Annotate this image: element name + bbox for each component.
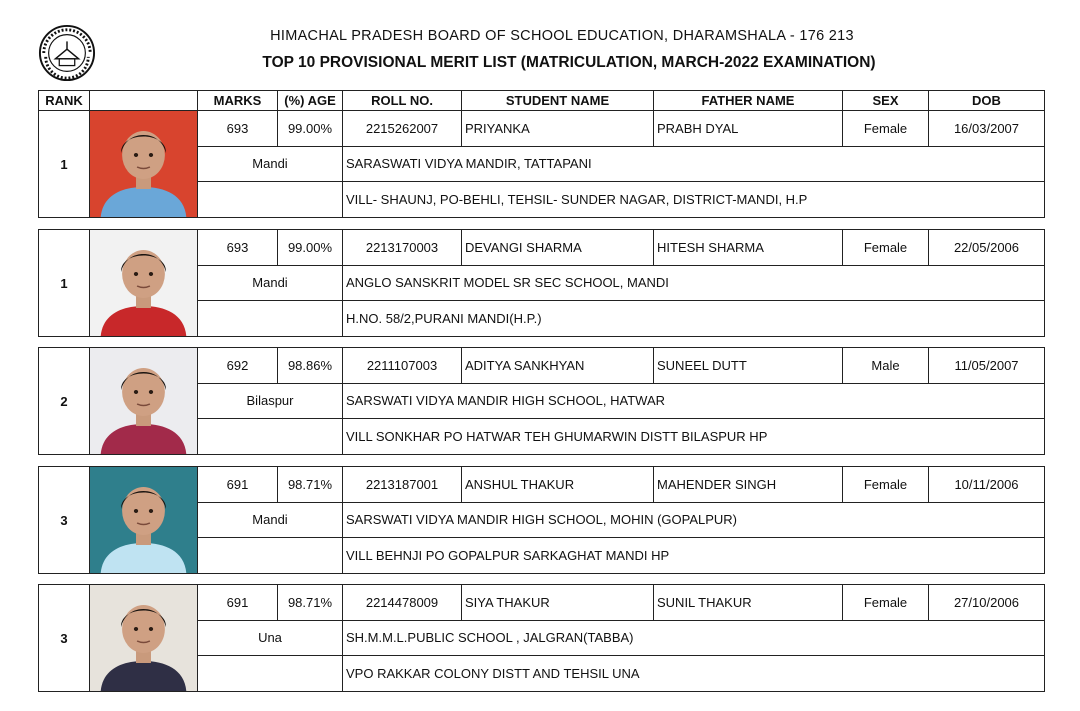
board-name: HIMACHAL PRADESH BOARD OF SCHOOL EDUCATION, DHARAMSHALA - 176 213: [270, 28, 854, 44]
col-sex: SEX: [843, 91, 929, 111]
student-photo: [90, 467, 198, 574]
col-marks: MARKS: [198, 91, 278, 111]
sex-cell: Female: [843, 111, 929, 147]
col-photo: [90, 91, 198, 111]
col-roll-no: ROLL NO.: [343, 91, 462, 111]
student-record: [38, 110, 1045, 218]
student-record: [38, 466, 1045, 574]
student-photo: [90, 111, 198, 218]
marks-cell: 691: [198, 467, 278, 503]
sex-cell: Male: [843, 348, 929, 384]
merit-table-header: [38, 90, 1045, 111]
address-cell: VILL- SHAUNJ, PO-BEHLI, TEHSIL- SUNDER NAGAR, DISTRICT-MANDI, H.P: [343, 182, 1045, 218]
father-name-cell: SUNIL THAKUR: [654, 585, 843, 621]
student-name-cell: SIYA THAKUR: [462, 585, 654, 621]
district-cell: Bilaspur: [198, 383, 343, 419]
student-photo-image: [90, 467, 197, 573]
percent-cell: 98.86%: [278, 348, 343, 384]
roll-no-cell: 2211107003: [343, 348, 462, 384]
col-rank: RANK: [39, 91, 90, 111]
school-name-cell: SARSWATI VIDYA MANDIR HIGH SCHOOL, HATWAR: [343, 383, 1045, 419]
district-cell: Mandi: [198, 265, 343, 301]
father-name-cell: PRABH DYAL: [654, 111, 843, 147]
student-photo-image: [90, 585, 197, 691]
district-cell: Mandi: [198, 146, 343, 182]
student-name-cell: ANSHUL THAKUR: [462, 467, 654, 503]
sex-cell: Female: [843, 230, 929, 266]
percent-cell: 99.00%: [278, 230, 343, 266]
district-cell: Mandi: [198, 502, 343, 538]
school-name-cell: SARASWATI VIDYA MANDIR, TATTAPANI: [343, 146, 1045, 182]
father-name-cell: MAHENDER SINGH: [654, 467, 843, 503]
student-photo: [90, 230, 198, 337]
father-name-cell: SUNEEL DUTT: [654, 348, 843, 384]
rank-cell: 1: [39, 230, 90, 337]
student-record: [38, 229, 1045, 337]
col-percent-age: (%) AGE: [278, 91, 343, 111]
district-cell: Una: [198, 620, 343, 656]
marks-cell: 691: [198, 585, 278, 621]
sex-cell: Female: [843, 585, 929, 621]
roll-no-cell: 2213170003: [343, 230, 462, 266]
blank-cell: [198, 301, 343, 337]
student-record: [38, 584, 1045, 692]
col-father-name: FATHER NAME: [654, 91, 843, 111]
student-record: [38, 347, 1045, 455]
dob-cell: 27/10/2006: [929, 585, 1045, 621]
student-name-cell: PRIYANKA: [462, 111, 654, 147]
roll-no-cell: 2215262007: [343, 111, 462, 147]
school-name-cell: SARSWATI VIDYA MANDIR HIGH SCHOOL, MOHIN (GOPALPUR): [343, 502, 1045, 538]
marks-cell: 693: [198, 230, 278, 266]
rank-cell: 2: [39, 348, 90, 455]
page-title: TOP 10 PROVISIONAL MERIT LIST (MATRICULATION, MARCH-2022 EXAMINATION): [262, 54, 876, 71]
blank-cell: [198, 419, 343, 455]
student-photo-image: [90, 230, 197, 336]
address-cell: VILL BEHNJI PO GOPALPUR SARKAGHAT MANDI HP: [343, 538, 1045, 574]
blank-cell: [198, 538, 343, 574]
father-name-cell: HITESH SHARMA: [654, 230, 843, 266]
roll-no-cell: 2213187001: [343, 467, 462, 503]
sex-cell: Female: [843, 467, 929, 503]
dob-cell: 11/05/2007: [929, 348, 1045, 384]
roll-no-cell: 2214478009: [343, 585, 462, 621]
school-name-cell: ANGLO SANSKRIT MODEL SR SEC SCHOOL, MANDI: [343, 265, 1045, 301]
marks-cell: 692: [198, 348, 278, 384]
address-cell: H.NO. 58/2,PURANI MANDI(H.P.): [343, 301, 1045, 337]
address-cell: VPO RAKKAR COLONY DISTT AND TEHSIL UNA: [343, 656, 1045, 692]
student-photo-image: [90, 111, 197, 217]
col-dob: DOB: [929, 91, 1045, 111]
percent-cell: 98.71%: [278, 585, 343, 621]
student-photo: [90, 585, 198, 692]
rank-cell: 3: [39, 467, 90, 574]
address-cell: VILL SONKHAR PO HATWAR TEH GHUMARWIN DISTT BILASPUR HP: [343, 419, 1045, 455]
blank-cell: [198, 182, 343, 218]
col-student-name: STUDENT NAME: [462, 91, 654, 111]
school-name-cell: SH.M.M.L.PUBLIC SCHOOL , JALGRAN(TABBA): [343, 620, 1045, 656]
rank-cell: 1: [39, 111, 90, 218]
marks-cell: 693: [198, 111, 278, 147]
student-name-cell: ADITYA SANKHYAN: [462, 348, 654, 384]
blank-cell: [198, 656, 343, 692]
dob-cell: 22/05/2006: [929, 230, 1045, 266]
dob-cell: 16/03/2007: [929, 111, 1045, 147]
student-name-cell: DEVANGI SHARMA: [462, 230, 654, 266]
dob-cell: 10/11/2006: [929, 467, 1045, 503]
percent-cell: 98.71%: [278, 467, 343, 503]
student-photo: [90, 348, 198, 455]
student-photo-image: [90, 348, 197, 454]
percent-cell: 99.00%: [278, 111, 343, 147]
rank-cell: 3: [39, 585, 90, 692]
